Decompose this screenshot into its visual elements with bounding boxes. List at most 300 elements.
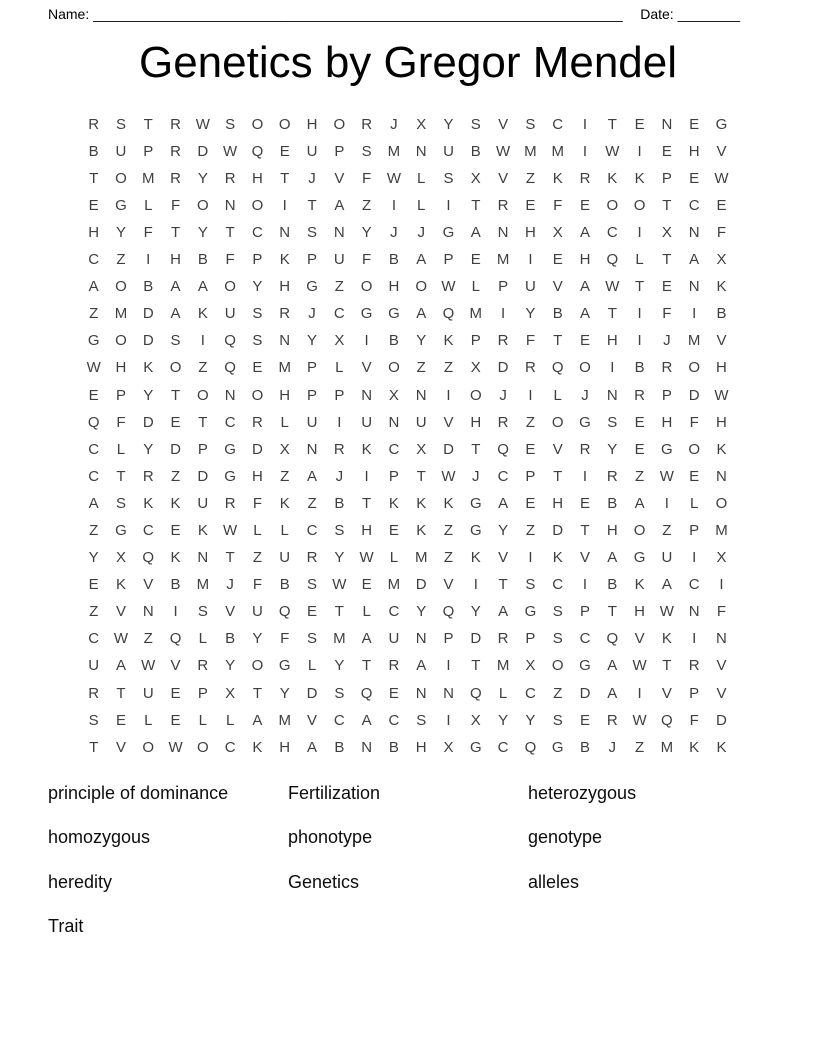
grid-letter: C — [552, 576, 564, 594]
grid-letter: A — [416, 251, 427, 269]
grid-letter: I — [637, 142, 642, 160]
grid-letter: R — [279, 305, 291, 323]
grid-letter: I — [582, 142, 588, 160]
grid-letter: Y — [225, 657, 236, 675]
grid-letter: E — [307, 603, 318, 621]
grid-letter: F — [362, 251, 372, 269]
grid-letter: C — [688, 196, 700, 214]
grid-letter: L — [225, 711, 235, 729]
grid-letter: H — [361, 522, 373, 539]
grid-letter: F — [170, 196, 181, 214]
word-list-item: phonotype — [288, 827, 373, 848]
grid-letter: Z — [116, 251, 126, 269]
name-field — [48, 6, 623, 22]
grid-letter: K — [388, 494, 399, 512]
grid-letter: T — [225, 549, 235, 567]
grid-letter: H — [716, 413, 727, 431]
grid-letter: T — [170, 223, 181, 241]
grid-letter: G — [469, 494, 482, 512]
grid-letter: R — [142, 467, 154, 485]
grid-letter: Z — [443, 549, 454, 567]
grid-letter: R — [497, 630, 509, 648]
grid-letter: G — [442, 223, 455, 241]
grid-letter: K — [607, 169, 618, 187]
grid-letter: Q — [524, 738, 537, 756]
grid-letter: E — [170, 684, 181, 702]
word-list-item: Trait — [48, 916, 84, 937]
grid-letter: K — [716, 440, 727, 458]
grid-letter: D — [142, 332, 154, 350]
grid-letter: X — [661, 223, 672, 241]
grid-letter: U — [415, 413, 427, 431]
grid-letter: U — [388, 630, 400, 648]
grid-letter: P — [443, 630, 454, 648]
grid-letter: K — [361, 440, 372, 458]
grid-letter: S — [115, 494, 126, 512]
grid-letter: N — [388, 413, 400, 431]
grid-letter: V — [307, 711, 318, 729]
grid-letter: E — [88, 576, 99, 594]
grid-letter: J — [663, 332, 671, 350]
grid-letter: I — [582, 467, 588, 485]
grid-letter: C — [524, 684, 536, 702]
grid-letter: L — [498, 684, 508, 702]
grid-letter: T — [471, 440, 481, 458]
grid-letter: Y — [470, 603, 481, 621]
word-list — [0, 771, 816, 949]
grid-letter: R — [688, 657, 700, 675]
grid-letter: X — [334, 332, 345, 350]
grid-letter: T — [607, 603, 617, 621]
grid-letter: N — [688, 278, 700, 296]
grid-letter: O — [688, 359, 701, 377]
grid-letter: I — [364, 332, 369, 350]
grid-letter: I — [692, 305, 697, 323]
grid-letter: U — [524, 278, 536, 296]
grid-letter: P — [115, 386, 126, 404]
grid-letter: C — [88, 251, 100, 269]
grid-letter: N — [279, 223, 291, 241]
grid-letter: Y — [525, 305, 536, 323]
grid-letter: U — [306, 142, 318, 160]
grid-letter: V — [579, 549, 590, 567]
grid-letter: A — [115, 657, 126, 675]
grid-letter: D — [197, 142, 209, 160]
grid-letter: Z — [525, 413, 535, 431]
grid-letter: X — [115, 549, 126, 567]
grid-letter: I — [582, 576, 588, 594]
grid-letter: W — [195, 115, 210, 133]
grid-letter: Y — [279, 684, 290, 702]
grid-letter: Z — [198, 359, 208, 377]
grid-letter: T — [89, 169, 99, 187]
grid-letter: A — [634, 494, 645, 512]
grid-letter: B — [143, 278, 154, 296]
grid-letter: P — [307, 359, 318, 377]
grid-letter: D — [415, 576, 427, 594]
grid-letter: I — [610, 359, 615, 377]
grid-letter: Q — [606, 251, 619, 269]
grid-letter: G — [469, 738, 482, 756]
grid-letter: J — [335, 467, 344, 485]
grid-letter: Y — [416, 603, 427, 621]
grid-letter: G — [524, 603, 537, 621]
grid-letter: K — [143, 494, 154, 512]
grid-letter: M — [551, 142, 564, 160]
grid-letter: V — [498, 549, 509, 567]
grid-letter: P — [498, 278, 509, 296]
grid-letter: D — [716, 711, 727, 729]
grid-letter: K — [279, 494, 290, 512]
grid-letter: L — [635, 251, 644, 269]
grid-letter: V — [443, 576, 454, 594]
grid-letter: M — [660, 738, 674, 756]
grid-letter: Z — [525, 169, 535, 187]
grid-letter: Y — [197, 169, 208, 187]
grid-letter: M — [496, 251, 510, 269]
grid-letter: E — [661, 278, 672, 296]
grid-letter: V — [661, 684, 672, 702]
grid-letter: I — [337, 413, 342, 431]
grid-letter: R — [497, 413, 509, 431]
word-list-item: genotype — [528, 827, 603, 848]
grid-letter: E — [170, 522, 181, 539]
grid-letter: S — [334, 684, 345, 702]
grid-letter: I — [446, 711, 451, 729]
grid-letter: S — [552, 603, 563, 621]
grid-letter: P — [470, 332, 481, 350]
grid-letter: T — [116, 684, 126, 702]
grid-letter: P — [443, 251, 454, 269]
grid-letter: W — [359, 549, 374, 567]
grid-letter: A — [361, 711, 372, 729]
grid-letter: A — [334, 196, 345, 214]
grid-letter: X — [470, 359, 481, 377]
grid-letter: J — [608, 738, 617, 756]
grid-letter: I — [446, 386, 451, 404]
grid-letter: H — [716, 359, 727, 377]
grid-letter: O — [169, 359, 182, 377]
grid-letter: I — [528, 549, 533, 567]
puzzle-title: Genetics by Gregor Mendel — [138, 38, 678, 87]
grid-letter: O — [197, 386, 209, 404]
grid-letter: I — [473, 576, 478, 594]
wordsearch-grid — [80, 111, 736, 761]
grid-letter: H — [579, 251, 591, 269]
grid-letter: Z — [170, 467, 181, 485]
grid-letter: S — [416, 711, 427, 729]
grid-letter: D — [306, 684, 318, 702]
grid-letter: Z — [307, 494, 317, 512]
grid-letter: S — [197, 603, 208, 621]
grid-letter: Z — [443, 359, 454, 377]
grid-letter: D — [170, 440, 181, 458]
grid-letter: E — [525, 440, 536, 458]
word-list-column — [528, 771, 768, 949]
grid-letter: I — [692, 630, 697, 648]
grid-letter: N — [606, 386, 618, 404]
grid-letter: V — [361, 359, 372, 377]
grid-letter: H — [606, 332, 618, 350]
grid-letter: T — [116, 467, 126, 485]
grid-letter: B — [279, 576, 290, 594]
grid-letter: I — [364, 467, 369, 485]
grid-letter: Y — [115, 223, 126, 241]
grid-letter: U — [306, 413, 318, 431]
grid-letter: O — [606, 196, 619, 214]
grid-letter: E — [579, 196, 590, 214]
grid-letter: G — [306, 278, 318, 296]
grid-letter: S — [334, 522, 345, 539]
grid-letter: E — [634, 440, 645, 458]
grid-letter: O — [251, 386, 264, 404]
grid-letter: H — [415, 738, 427, 756]
grid-letter: V — [170, 657, 181, 675]
grid-letter: V — [634, 630, 645, 648]
grid-letter: G — [579, 413, 591, 431]
word-list-column — [48, 771, 288, 949]
grid-letter: C — [333, 305, 345, 323]
grid-letter: P — [661, 169, 672, 187]
grid-letter: Y — [361, 223, 372, 241]
grid-letter: I — [528, 386, 533, 404]
grid-letter: W — [605, 278, 620, 296]
grid-letter: B — [634, 359, 645, 377]
grid-letter: I — [200, 332, 205, 350]
grid-letter: V — [115, 603, 126, 621]
grid-letter: T — [170, 386, 181, 404]
grid-letter: E — [716, 196, 727, 214]
grid-letter: Y — [143, 386, 154, 404]
grid-letter: H — [688, 142, 700, 160]
grid-letter: Q — [224, 359, 236, 377]
grid-letter: B — [334, 494, 345, 512]
name-blank-line: ____________________________________________________________________ — [93, 6, 623, 22]
grid-letter: T — [607, 305, 617, 323]
grid-letter: L — [417, 169, 426, 187]
grid-letter: W — [168, 738, 183, 756]
grid-letter: W — [441, 467, 456, 485]
grid-letter: B — [197, 251, 208, 269]
grid-letter: N — [224, 196, 236, 214]
grid-letter: F — [280, 630, 290, 648]
grid-letter: H — [606, 522, 618, 539]
header — [0, 6, 816, 22]
grid-letter: J — [499, 386, 507, 404]
grid-letter: N — [142, 603, 154, 621]
grid-letter: Y — [525, 711, 536, 729]
grid-letter: E — [388, 684, 399, 702]
grid-letter: S — [443, 169, 454, 187]
grid-letter: R — [606, 467, 618, 485]
grid-letter: F — [716, 603, 727, 621]
grid-letter: K — [416, 522, 427, 539]
grid-letter: G — [224, 440, 236, 458]
grid-letter: V — [498, 115, 509, 133]
grid-letter: S — [307, 223, 318, 241]
grid-letter: B — [388, 251, 399, 269]
grid-letter: Q — [442, 305, 455, 323]
grid-letter: G — [388, 305, 400, 323]
grid-letter: O — [388, 359, 400, 377]
grid-letter: S — [552, 711, 563, 729]
grid-letter: C — [252, 223, 263, 241]
grid-letter: O — [197, 738, 209, 756]
grid-letter: J — [308, 305, 316, 323]
grid-letter: M — [387, 142, 401, 160]
grid-letter: V — [552, 440, 563, 458]
grid-letter: N — [661, 115, 673, 133]
grid-letter: B — [88, 142, 99, 160]
grid-letter: Q — [661, 711, 673, 729]
grid-letter: W — [605, 142, 620, 160]
grid-letter: U — [197, 494, 209, 512]
grid-letter: P — [307, 386, 318, 404]
grid-letter: X — [716, 251, 727, 269]
grid-letter: Z — [635, 467, 645, 485]
grid-letter: S — [225, 115, 236, 133]
grid-letter: K — [197, 305, 208, 323]
grid-letter: H — [170, 251, 181, 269]
grid-letter: N — [415, 684, 427, 702]
grid-letter: G — [115, 196, 127, 214]
grid-letter: E — [579, 711, 590, 729]
grid-letter: E — [689, 115, 700, 133]
grid-letter: A — [88, 278, 99, 296]
grid-letter: B — [170, 576, 181, 594]
grid-letter: A — [416, 657, 427, 675]
grid-letter: W — [632, 711, 647, 729]
grid-letter: P — [388, 467, 399, 485]
grid-letter: K — [634, 576, 645, 594]
grid-letter: O — [551, 413, 564, 431]
grid-letter: D — [252, 440, 263, 458]
grid-letter: T — [362, 657, 372, 675]
grid-letter: E — [552, 251, 563, 269]
grid-letter: D — [443, 440, 454, 458]
grid-letter: R — [524, 359, 536, 377]
grid-letter: Q — [224, 332, 236, 350]
grid-letter: K — [170, 549, 181, 567]
grid-letter: A — [498, 494, 509, 512]
grid-letter: R — [634, 386, 645, 404]
grid-letter: K — [661, 630, 672, 648]
grid-letter: Y — [143, 440, 154, 458]
grid-letter: F — [143, 223, 153, 241]
grid-letter: L — [690, 494, 699, 512]
grid-letter: R — [252, 413, 263, 431]
grid-letter: M — [715, 522, 728, 539]
grid-letter: X — [443, 738, 454, 756]
grid-letter: R — [388, 657, 400, 675]
grid-letter: T — [553, 467, 563, 485]
grid-letter: V — [334, 169, 345, 187]
grid-letter: W — [113, 630, 129, 648]
grid-letter: T — [362, 494, 372, 512]
grid-letter: C — [388, 603, 400, 621]
grid-letter: B — [388, 332, 399, 350]
grid-letter: D — [552, 522, 564, 539]
grid-letter: M — [196, 576, 210, 594]
grid-letter: A — [170, 278, 181, 296]
grid-letter: T — [635, 278, 645, 296]
grid-letter: D — [497, 359, 509, 377]
grid-letter: H — [552, 494, 564, 512]
grid-letter: S — [307, 630, 318, 648]
grid-letter: W — [332, 576, 347, 594]
grid-letter: L — [307, 657, 317, 675]
grid-letter: P — [689, 684, 700, 702]
grid-letter: S — [552, 630, 563, 648]
grid-letter: Y — [334, 549, 345, 567]
grid-letter: G — [87, 332, 100, 350]
grid-letter: L — [116, 440, 126, 458]
grid-letter: T — [198, 413, 208, 431]
grid-letter: N — [361, 738, 373, 756]
grid-letter: F — [716, 223, 727, 241]
grid-letter: H — [252, 467, 263, 485]
grid-letter: E — [279, 142, 290, 160]
grid-letter: S — [88, 711, 99, 729]
grid-letter: U — [252, 603, 263, 621]
grid-letter: C — [142, 522, 154, 539]
word-list-item: principle of dominance — [48, 782, 229, 803]
grid-letter: Y — [607, 440, 618, 458]
grid-letter: P — [661, 386, 672, 404]
grid-letter: C — [224, 413, 236, 431]
grid-letter: P — [197, 684, 208, 702]
grid-letter: W — [714, 386, 729, 404]
grid-letter: P — [197, 440, 208, 458]
grid-letter: Y — [498, 711, 509, 729]
grid-letter: W — [441, 278, 456, 296]
grid-letter: I — [391, 196, 396, 214]
grid-letter: M — [687, 332, 701, 350]
grid-letter: G — [224, 467, 236, 485]
grid-letter: E — [689, 467, 700, 485]
grid-letter: S — [252, 332, 263, 350]
grid-letter: U — [661, 549, 673, 567]
grid-letter: W — [386, 169, 401, 187]
grid-letter: D — [142, 413, 154, 431]
grid-letter: Z — [89, 305, 99, 323]
grid-letter: K — [443, 494, 454, 512]
grid-letter: Y — [197, 223, 208, 241]
grid-letter: T — [662, 196, 672, 214]
grid-letter: O — [115, 169, 127, 187]
grid-letter: Q — [497, 440, 509, 458]
grid-letter: L — [471, 278, 480, 296]
grid-letter: D — [470, 630, 482, 648]
grid-letter: Q — [551, 359, 564, 377]
grid-letter: C — [88, 467, 100, 485]
grid-letter: A — [307, 467, 318, 485]
grid-letter: A — [361, 630, 372, 648]
grid-letter: T — [498, 576, 508, 594]
grid-letter: O — [579, 359, 591, 377]
grid-letter: X — [416, 115, 427, 133]
grid-letter: A — [416, 305, 427, 323]
grid-letter: S — [170, 332, 181, 350]
grid-letter: B — [579, 738, 590, 756]
grid-letter: I — [501, 305, 506, 323]
grid-letter: V — [716, 684, 727, 702]
grid-letter: N — [716, 467, 727, 485]
grid-letter: E — [170, 711, 181, 729]
grid-letter: O — [333, 115, 346, 133]
grid-letter: X — [388, 386, 399, 404]
grid-letter: K — [552, 169, 563, 187]
